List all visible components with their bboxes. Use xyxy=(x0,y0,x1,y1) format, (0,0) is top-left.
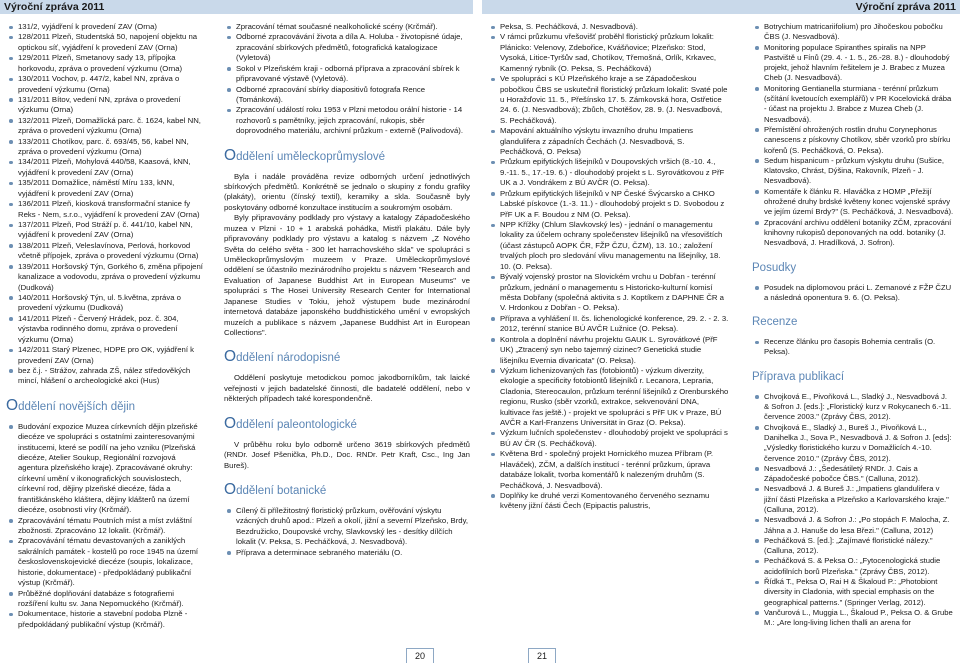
section-title-umeleckoprumyslove: Oddělení uměleckoprůmyslové xyxy=(224,146,386,164)
section-title-novejsi-dejiny: Oddělení novějších dějin xyxy=(6,396,136,414)
list-item: Monitoring populace Spiranthes spiralis na NPP Pastviště u Fínů (29. 4. - 1. 5., 26.-28. 8.) - dlouhodobý projekt, jehož hlavním řešitelem je J. Brabec z Muzea Cheb (J. Nesvadbová). xyxy=(752,43,954,84)
col4-posudky-list xyxy=(752,283,954,304)
list-item: Výzkum lichenizovaných řas (fotobiontů) - výzkum diverzity, ekologie a specificity fotobiontů lišejníků r. Lecanora, Lepraria, Cladonia, Stereocaulon, průzkum terénní lišejníků z Orenburského regionu, Rusko (sběr vzorků, extrakce, sekvenování DNA, kultivace řas ještě.) - projekt ve spolupráci s PřF UK v Praze, BÚ AVČR a Karl-Franzens Universität in Graz (O. Peksa). xyxy=(488,366,730,429)
list-item: 135/2011 Domažlice, náměstí Míru 133, kNN, vyjádření k provedení ZAV (Orna) xyxy=(6,178,206,199)
list-item: Zpracování témat současné nealkoholické scény (Krčmář). xyxy=(224,22,470,32)
section-title-recenze: Recenze xyxy=(752,316,798,329)
paleontologicke-paragraph: V průběhu roku bylo odborně určeno 3619 sbírkových předmětů (RNDr. Josef Pšenička, Ph.D., Doc. RNDr. Petr Kraft, Csc., Ing Jan Bureš). xyxy=(224,439,470,470)
list-item: Odborné zpracování sbírky diapositivů fotografa Rence (Tománková). xyxy=(224,85,470,106)
column-1 xyxy=(6,22,206,630)
list-item: Ve spolupráci s KÚ Plzeňského kraje a se Západočeskou pobočkou ČBS se uskutečnil floristický průzkum lokalit: Svaté pole u Horažďovic 11. 5., Přešínsko 17. 5. Zámkovská hora, Ostřetice 24. 6. (J. Nesvadbová); Zbůch, Chotěšov, 28. 9. (J. Nesvadbová, S. Pecháčková). xyxy=(488,74,730,126)
list-item: 142/2011 Starý Plzenec, HDPE pro OK, vyjádření k provedení ZAV (Orna) xyxy=(6,345,206,366)
column-2 xyxy=(224,22,470,558)
list-item: Cílený či příležitostný floristický průzkum, ověřování výskytu vzácných druhů apod.: Plzeň a okolí, jižní a severní Plzeňsko, Brdy, Bezdružicko, Doupovské vrchy, Slavkovský les - desítky dílčích lokalit (V. Peksa, S. Pecháčková, J. Nesvadbová). xyxy=(224,506,470,548)
list-item: Doplňky ke druhé verzi Komentovaného červeného seznamu květeny jižní části Čech (Epipactis palustris, xyxy=(488,491,730,512)
list-item: Nesvadbová J. & Sofron J.: „Po stopách F. Malocha, Z. Jáhna a J. Hanuše do lesa Březi." (Calluna, 2012) xyxy=(752,515,954,536)
col4-recenze-list xyxy=(752,337,954,358)
list-item: Odborné zpracovávání života a díla A. Holuba - životopisné údaje, zpracování sbírkových předmětů, fotografická katalogizace (Vyletová) xyxy=(224,32,470,63)
list-item: Zpracovávání tématu Poutních míst a míst zvláštní zbožnosti. Zpracováno 12 lokalit. (Krčmář). xyxy=(6,516,206,537)
list-item: 138/2011 Plzeň, Veleslavínova, Perlová, horkovod včetně přípojek, zpráva o provedení výzkumu (Orna) xyxy=(6,241,206,262)
list-item: Komentáře k článku R. Hlaváčka z HOMP „Přežijí ohrožené druhy brdské květeny konec vojenské správy ve jejím území Brdy?" (S. Pecháčková, J. Nesvadbová). xyxy=(752,187,954,218)
list-item: Chvojková E., Sladký J., Bureš J., Pivoňková L., Danihelka J., Sova P., Nesvadbová J. & Sofron J. [eds]: „Výsledky floristického kurzu v Domažlicích 4.-10. července 2010." (Zprávy ČBS, 2012). xyxy=(752,423,954,464)
col2-list xyxy=(224,22,470,137)
paragraph: Byla i nadále prováděna revize odborných určení jednotlivých sbírkových předmětů. Konkrétně se jednalo o skupiny z fondu grafiky (plakáty), orientu (čínský textil), keramiky a skla. Současně byly poskytovány odborné konzultace institucím a soukromým osobám. xyxy=(224,171,470,212)
column-3 xyxy=(488,22,730,512)
section-title-paleontologicke: Oddělení paleontologické xyxy=(224,414,357,432)
col3-list xyxy=(488,22,730,512)
page-number-left: 20 xyxy=(406,648,434,663)
list-item: Mapování aktuálního výskytu invazního druhu Impatiens glandulifera z západních Čechách (J. Nesvadbová, S. Pecháčková, O. Peksa) xyxy=(488,126,730,157)
list-item: Sedum hispanicum - průzkum výskytu druhu (Sušice, Klatovsko, Chrást, Dýšina, Rakovník, Plzeň - J. Nesvadbová). xyxy=(752,156,954,187)
narodopisne-paragraph: Oddělení poskytuje metodickou pomoc jakodborníkům, tak laické veřejnosti v jejich badatelské činnosti, dle badatelé oddělení, nebo v některých případech také korespondenčně. xyxy=(224,373,470,404)
col2-botanicke-list xyxy=(224,506,470,558)
list-item: Bývalý vojenský prostor na Slovickém vrchu u Dobřan - terénní průzkum, jednání o managementu s Historicko-kulturní komisí města Dobřany (společná aktivita s J. Koptíkem z DAPHNE ČR a V. Hrdonkou z Dobřan - O. Peksa). xyxy=(488,272,730,314)
page-header-right: Výroční zpráva 2011 xyxy=(482,0,960,14)
list-item: 131/2, vyjádření k provedení ZAV (Orna) xyxy=(6,22,206,32)
list-item: Monitoring Gentianella sturmiana - terénní průzkum (sčítání kvetoucích exemplářů) v PR Kocelovická drába - účast na projektu J. Brabce z Muzea Cheb (J. Nesvadbová). xyxy=(752,84,954,125)
list-item: Botrychium matricariifolium) pro Jihočeskou pobočku ČBS (J. Nesvadbová). xyxy=(752,22,954,43)
list-item: Přemístění ohrožených rostlin druhu Corynephorus canescens z pískovny Chotíkov, sběr vzorků pro sbírku kořenů (S. Pecháčková, O. Peksa). xyxy=(752,125,954,156)
list-item: 129/2011 Plzeň, Smetanovy sady 13, přípojka horkovodu, zpráva o provedení výzkumu (Orna) xyxy=(6,53,206,74)
list-item: Vančurová L., Muggia L., Škaloud P., Peksa O. & Grube M.: „Are long-living lichen thalli an arena for xyxy=(752,608,954,629)
col1-list xyxy=(6,22,206,387)
list-item: Květena Brd - společný projekt Hornického muzea Příbram (P. Hlaváček), ZČM, a dalších institucí - terénní průzkum, úprava databáze lokalit, tvorba komentářů k nalezeným druhům (S. Pecháčková, J. Nesvadbová). xyxy=(488,449,730,491)
list-item: 130/2011 Vochov, p. 447/2, kabel NN, zpráva o provedení výzkumu (Orna) xyxy=(6,74,206,95)
list-item: Nesvadbová J. & Bureš J.: „Impatiens glandulifera v jižní části Plzeňska a Plzeňsko a Karlovarského kraje." (Calluna, 2012). xyxy=(752,484,954,515)
page-number-right: 21 xyxy=(528,648,556,663)
list-item: bez č.j. - Strážov, zahrada ZŠ, nález středověkých mincí, hlášení o archeologické akci (Hus) xyxy=(6,366,206,387)
col4-priprava-list xyxy=(752,392,954,629)
list-item: Recenze článku pro časopis Bohemia centralis (O. Peksa). xyxy=(752,337,954,358)
list-item: 134/2011 Plzeň, Mohylová 440/58, Kaasová, kNN, vyjádření k provedení ZAV (Orna) xyxy=(6,157,206,178)
list-item: Zpracování archivu oddělení botaniky ZČM, zpracování knihovny rukopisů deponovaných na odd. botaniky (J. Nesvadbová, J. Hradílková, J. Sofron). xyxy=(752,218,954,249)
page-header-left: Výroční zpráva 2011 xyxy=(0,0,473,14)
section-title-posudky: Posudky xyxy=(752,261,797,274)
list-item: Sokol v Plzeňském kraji - odborná příprava a zpracování sbírek k připravované výstavě (Vyletová). xyxy=(224,64,470,85)
list-item: Budování expozice Muzea církevních dějin plzeňské diecéze ve spolupráci s ostatními zainteresovanými institucemi, které se podílí na jeho vzniku (Plzeňská diecéze, Atelier Soukup, Regionální rozvojová agentura plzeňského kraje). Zpracovávané okruhy: církevní umění v ikonografických souvislostech, církevní rod, dějiny plzeňské diecéze, fáda a františkánského kláštera, dějiny klášterů na území diecéze, osobnosti víry (Krčmář). xyxy=(6,422,206,516)
section-title-priprava: Příprava publikací xyxy=(752,370,845,383)
list-item: 140/2011 Horšovský Týn, ul. 5.května, zpráva o provedení výzkumu (Dudková) xyxy=(6,293,206,314)
list-item: Příprava a vyhlášení II. čs. lichenologické konference, 29. 2. - 2. 3. 2012, terénní stanice BÚ AVČR Lužnice (O. Peksa). xyxy=(488,314,730,335)
list-item: Chvojková E., Pivoňková L., Sladký J., Nesvadbová J. & Sofron J. [eds.]: „Floristický kurz v Rokycanech 6.-11. července 2003." (Zprávy ČBS, 2012). xyxy=(752,392,954,423)
list-item: 131/2011 Bítov, vedení NN, zpráva o provedení výzkumu (Orna) xyxy=(6,95,206,116)
list-item: Výzkum lučních společenstev - dlouhodobý projekt ve spolupráci s BÚ AV ČR (S. Pecháčková). xyxy=(488,428,730,449)
list-item: 133/2011 Chotíkov, parc. č. 693/45, 56, kabel NN, zpráva o provedení výzkumu (Orna) xyxy=(6,137,206,158)
list-item: Pecháčková S. [ed.]: „Zajímavé floristické nálezy." (Calluna, 2012). xyxy=(752,536,954,557)
list-item: V rámci průzkumu vřešovišť proběhl floristický průzkum lokalit: Plánicko: Velenovy, Zdebořice, Kvášňovice; Plzeňsko: Stod, Vysoká, Litice-Tyršův sad, Chotíkov, Třemošná, Orlík, Krkavec, Kamenný rybník (O. Peksa, S. Pecháčková) xyxy=(488,32,730,74)
list-item: 141/2011 Plzeň - Červený Hrádek, poz. č. 304, výstavba rodinného domu, zpráva o provedení výzkumu (Orna) xyxy=(6,314,206,345)
list-item: Posudek na diplomovou práci L. Zemanové z FŽP ČZU a následná oponentura 9. 6. (O. Peksa). xyxy=(752,283,954,304)
list-item: NPP Křížky (Chlum Slavkovský les) - jednání o managementu lokality za účelem ochrany společenstev lišejníků na vřesovištích (účast zástupců AOPK ČR, FŽP ČZU, ČZM), 13. 10.; založení trvalých ploch pro sledování vlivu managementu na lišejníky, 18. 10. (O. Peksa). xyxy=(488,220,730,272)
list-item: 136/2011 Plzeň, kiosková transformační stanice fy Reks - Nem, s.r.o., vyjádření k provedení ZAV (Orna) xyxy=(6,199,206,220)
column-4 xyxy=(752,22,954,629)
list-item: Zpracovávání tématu devastovaných a zaniklých sakrálních památek - kostelů po roce 1945 na území československojevické diecéze (soupis, lokalizace, historie, dokumentace) - předpokládaný publikační výstup (Krčmář). xyxy=(6,536,206,588)
paragraph: Byly připravovány podklady pro výstavy a katalogy Západočeského muzea v Plzni - 10 + 1 arabská pohádka, Mistři plakátu. Dále byly připravovány podklady pro výstavu a katalog s názvem „Z Nového Světa do celého světa - 300 let harrachovského skla" ve spolupráci s Uměleckoprůmyslovým muzeem v Praze. Uměleckoprůmyslové oddělení se účastnilo mezinárodního projektu s názvem "Research and Evaluation of Japanese Buddhist Art in European Museums" ve spolupráci s The Hosei University Research Center for International Japanese Studies v Tokiu, jehož výstupem bude mezinárodní internetová databáze japonského buddhistického umění v evropských muzeích a publikace s názvem „Japanese Buddhist Art in European Collections". xyxy=(224,213,470,337)
list-item: Pecháčková S. & Peksa O.: „Fytocenologická studie acidofilních borů Plzeňska." (Zprávy ČBS, 2012). xyxy=(752,556,954,577)
section-title-narodopisne: Oddělení národopisné xyxy=(224,348,341,366)
col1-section-list xyxy=(6,422,206,630)
col2-sec1-text xyxy=(224,172,470,339)
list-item: Peksa, S. Pecháčková, J. Nesvadbová). xyxy=(488,22,730,32)
list-item: 132/2011 Plzeň, Domažlická parc. č. 1624, kabel NN, zpráva o provedení výzkumu (Orna) xyxy=(6,116,206,137)
list-item: Průzkum epifytických lišejníků v NP České Švýcarsko a CHKO Labské pískovce (1.-3. 11.) - dlouhodobý projekt s D. Svobodou z PřF UK a F. Boudou z NM (O. Peksa). xyxy=(488,189,730,220)
col4-list xyxy=(752,22,954,249)
list-item: Průzkum epifytických lišejníků v Doupovských vršich (8.-10. 4., 9.-11. 5., 17.-19. 6.) - dlouhodobý projekt s L. Syrovátkovou z PřF UK a J. Vondrákem z BÚ AVČR (O. Peksa). xyxy=(488,157,730,188)
list-item: Příprava a determinace sebraného materiálu (O. xyxy=(224,548,470,558)
list-item: Zpracování událostí roku 1953 v Plzni metodou orální historie - 14 rozhovorů s pamětníky, jejich zpracování, rukopis, sběr doprovodného materiálu, archivní průzkum - externě (Palivodová). xyxy=(224,105,470,136)
list-item: 139/2011 Horšovský Týn, Gorkého 6, změna připojení kanalizace a vodovodu, zpráva o provedení výzkumu (Dudková) xyxy=(6,262,206,293)
list-item: 128/2011 Plzeň, Studentská 50, napojení objektu na optickou síť, vyjádření k provedení ZAV (Orna) xyxy=(6,32,206,53)
list-item: Kontrola a doplnění návrhu projektu GAUK L. Syrovátkové (PřF UK) „Ztracený syn nebo tajemný cizinec? Genetická studie lišejníku Evernia divaricata" (O. Peksa). xyxy=(488,335,730,366)
list-item: Řídká T., Peksa O, Rai H & Škaloud P.: „Photobiont diversity in Cladonia, with special emphasis on the geographical patterns." (Springer Verlag, 2012). xyxy=(752,577,954,608)
list-item: Nesvadbová J.: „Šedesátiletý RNDr. J. Cais a Západočeské pobočce ČBS." (Calluna, 2012). xyxy=(752,464,954,485)
list-item: Průběžné doplňování databáze s fotografiemi rozšíření kultu sv. Jana Nepomuckého (Krčmář). xyxy=(6,589,206,610)
list-item: 137/2011 Plzeň, Pod Stráží p. č. 441/10, kabel NN, vyjádření k provedení ZAV (Orna) xyxy=(6,220,206,241)
list-item: Dokumentace, historie a stavební podoba Plzně - předpokládaný publikační výstup (Krčmář). xyxy=(6,609,206,630)
section-title-botanicke: Oddělení botanické xyxy=(224,480,327,498)
